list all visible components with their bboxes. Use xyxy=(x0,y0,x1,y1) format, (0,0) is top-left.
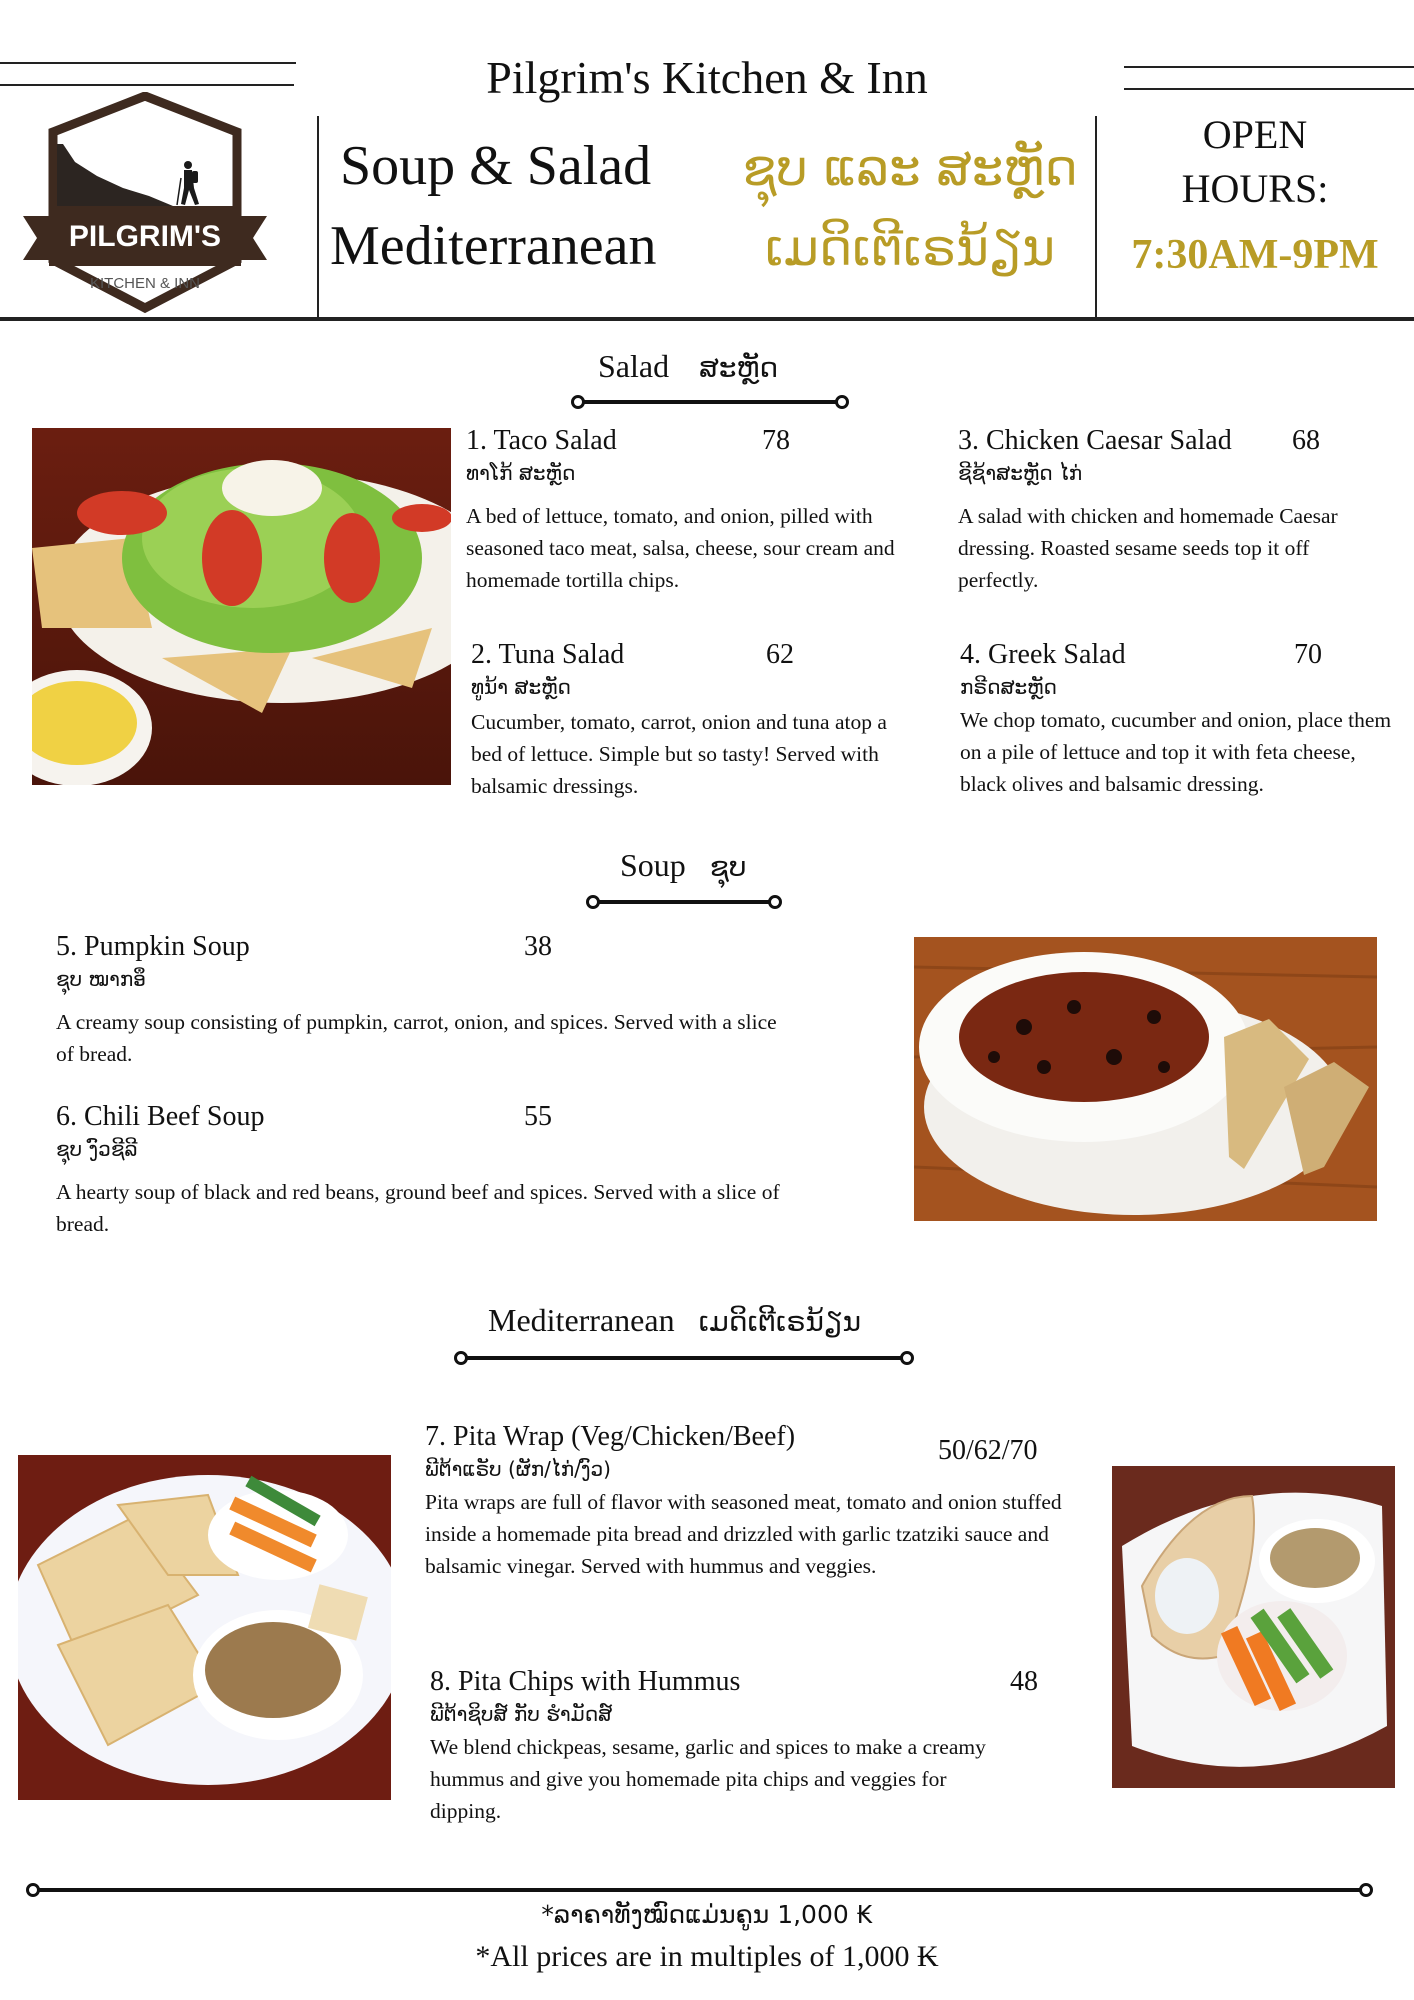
open-hours xyxy=(1100,108,1410,282)
menu-item-taco-salad xyxy=(466,424,916,596)
hours-value: 7:30AM-9PM xyxy=(1131,232,1379,278)
item-price: 48 xyxy=(1010,1666,1038,1697)
item-description: We blend chickpeas, sesame, garlic and spices to make a creamy hummus and give you homemade pita chips and veggies for dipping. xyxy=(430,1735,986,1823)
category-title-lo-soup-salad: ຊຸບ ແລະ ສະຫຼັດ xyxy=(742,139,1078,197)
pita-wrap-photo xyxy=(1112,1466,1395,1788)
section-title-soup xyxy=(620,845,746,887)
item-price: 38 xyxy=(524,931,552,962)
category-title-soup-salad: Soup & Salad xyxy=(340,135,652,197)
section-title-lo: ຊຸບ xyxy=(709,850,747,883)
item-price: 55 xyxy=(524,1101,552,1132)
item-name-lo: ຊຸບ ງົວຊີລີ xyxy=(56,1137,138,1161)
item-name-lo: ທູນ້າ ສະຫຼັດ xyxy=(471,675,571,699)
item-name: 3. Chicken Caesar Salad xyxy=(958,425,1232,456)
section-title-mediterranean xyxy=(488,1300,861,1342)
category-title-lo-mediterranean: ເມດິເຕີເຣນ້ຽນ xyxy=(764,219,1056,277)
item-name-lo: ຊີຊ້າສະຫຼັດ ໄກ່ xyxy=(958,461,1083,485)
item-name-lo: ທາໂກ້ ສະຫຼັດ xyxy=(466,461,576,485)
hours-label-line1: OPEN xyxy=(1202,112,1308,157)
item-name: 1. Taco Salad xyxy=(466,425,617,456)
item-description: A bed of lettuce, tomato, and onion, pilled with seasoned taco meat, salsa, cheese, sour cream and homemade tortilla chips. xyxy=(466,504,895,592)
item-description: We chop tomato, cucumber and onion, place them on a pile of lettuce and top it with feta cheese, black olives and balsamic dressing. xyxy=(960,708,1392,796)
taco-salad-photo xyxy=(32,428,451,785)
item-name: 7. Pita Wrap (Veg/Chicken/Beef) xyxy=(425,1421,796,1452)
item-price: 68 xyxy=(1292,425,1320,456)
section-title-lo: ເມດິເຕີເຣນ້ຽນ xyxy=(698,1305,862,1338)
item-price: 78 xyxy=(762,425,790,456)
item-price: 70 xyxy=(1294,639,1322,670)
logo xyxy=(15,92,275,314)
footnote-en: *All prices are in multiples of 1,000 ₭ xyxy=(475,1940,939,1973)
item-name-lo: ພີຕ້າຊິບສ໌ ກັບ ຮຳມັດສ໌ xyxy=(430,1702,613,1726)
hiker-mountain-icon xyxy=(15,92,275,314)
footnote-lo: *ລາຄາທັງໝົດແມ່ນຄູນ 1,000 ₭ xyxy=(541,1900,873,1929)
menu-item-chili-beef-soup xyxy=(56,1100,826,1240)
header-divider-left xyxy=(317,116,319,319)
item-name: 6. Chili Beef Soup xyxy=(56,1101,265,1132)
footer-divider xyxy=(33,1888,1366,1892)
item-description: A salad with chicken and homemade Caesar dressing. Roasted sesame seeds top it off perfectly. xyxy=(958,504,1338,592)
section-divider-soup xyxy=(593,900,775,904)
item-description: Pita wraps are full of flavor with seasoned meat, tomato and onion stuffed inside a homemade pita bread and drizzled with garlic tzatziki sauce and balsamic vinegar. Served with hummus and veggies. xyxy=(425,1490,1062,1578)
item-name: 8. Pita Chips with Hummus xyxy=(430,1666,741,1697)
menu-item-chicken-caesar-salad xyxy=(958,424,1388,596)
section-title-en: Salad xyxy=(598,348,670,384)
item-description: Cucumber, tomato, carrot, onion and tuna atop a bed of lettuce. Simple but so tasty! Served with balsamic dressings. xyxy=(471,710,887,798)
pita-chips-hummus-photo xyxy=(18,1455,391,1800)
item-name: 2. Tuna Salad xyxy=(471,639,625,670)
menu-item-pita-chips-hummus xyxy=(430,1665,1020,1827)
item-price: 62 xyxy=(766,639,794,670)
menu-item-pumpkin-soup xyxy=(56,930,816,1070)
hours-label-line2: HOURS: xyxy=(1181,166,1329,211)
item-description: A hearty soup of black and red beans, ground beef and spices. Served with a slice of bread. xyxy=(56,1180,780,1236)
svg-text:KITCHEN & INN: KITCHEN & INN xyxy=(89,275,201,292)
section-title-salad xyxy=(598,346,778,388)
item-name: 5. Pumpkin Soup xyxy=(56,931,250,962)
item-name-lo: ກຣີດສະຫຼັດ xyxy=(960,675,1057,699)
header-bottom-border xyxy=(0,317,1414,321)
section-divider-mediterranean xyxy=(461,1356,907,1360)
menu-item-tuna-salad xyxy=(471,638,911,802)
item-price: 50/62/70 xyxy=(938,1435,1038,1466)
chili-beef-soup-photo xyxy=(914,937,1377,1221)
section-title-lo: ສະຫຼັດ xyxy=(699,351,779,384)
section-divider-salad xyxy=(578,400,842,404)
item-name-lo: ຊຸບ ໝາກອຶ xyxy=(56,967,146,991)
header-divider-right xyxy=(1095,116,1097,319)
restaurant-name: Pilgrim's Kitchen & Inn xyxy=(486,52,928,103)
section-title-en: Mediterranean xyxy=(488,1302,675,1338)
svg-text:PILGRIM'S: PILGRIM'S xyxy=(68,220,222,253)
item-name-lo: ພີຕ້າແຣັບ (ຜັກ/ໄກ່/ງົວ) xyxy=(425,1457,611,1481)
menu-item-greek-salad xyxy=(960,638,1400,800)
item-description: A creamy soup consisting of pumpkin, carrot, onion, and spices. Served with a slice of bread. xyxy=(56,1010,777,1066)
item-name: 4. Greek Salad xyxy=(960,639,1126,670)
section-title-en: Soup xyxy=(620,847,686,883)
category-title-mediterranean: Mediterranean xyxy=(330,215,657,277)
